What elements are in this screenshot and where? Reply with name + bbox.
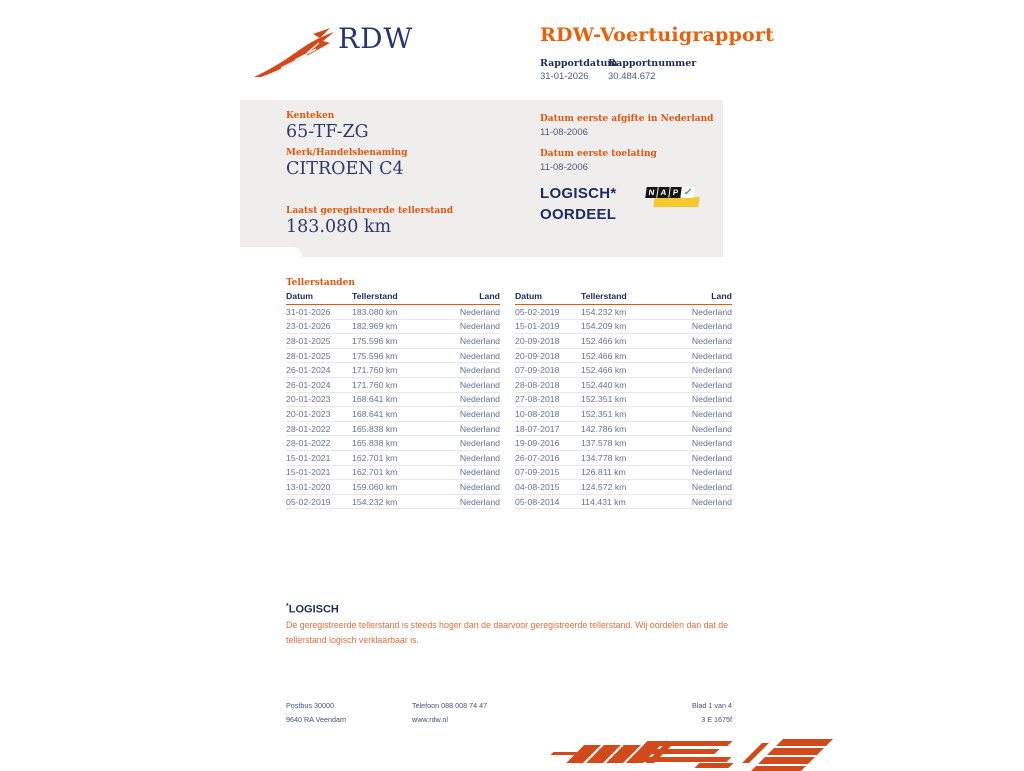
cell-tellerstand: 168.641 km xyxy=(352,394,398,405)
cell-tellerstand: 168.641 km xyxy=(352,408,398,419)
cell-land: Nederland xyxy=(691,350,732,361)
nap-letter-tiles xyxy=(645,187,695,198)
table-row xyxy=(286,305,500,320)
cell-land: Nederland xyxy=(459,452,500,463)
footer-address-line2: 9640 RA Veendam xyxy=(286,715,346,724)
col-header-land: Land xyxy=(479,291,500,301)
oordeel-line2: OORDEEL xyxy=(540,206,617,223)
cell-tellerstand: 154.232 km xyxy=(581,306,627,317)
eerste-afgifte-label: Datum eerste afgifte in Nederland xyxy=(540,114,714,124)
table-row xyxy=(515,422,732,437)
cell-land: Nederland xyxy=(459,321,500,332)
table-row xyxy=(286,349,500,364)
cell-datum: 05-08-2014 xyxy=(515,496,560,507)
cell-datum: 13-01-2020 xyxy=(286,481,331,492)
cell-land: Nederland xyxy=(691,321,732,332)
eerste-toelating-label: Datum eerste toelating xyxy=(540,149,657,159)
table-row xyxy=(286,363,500,378)
cell-land: Nederland xyxy=(459,408,500,419)
rdw-logo-text: RDW xyxy=(338,22,414,55)
cell-tellerstand: 175.596 km xyxy=(352,335,398,346)
panel-corner-notch xyxy=(240,247,302,257)
cell-tellerstand: 124.572 km xyxy=(581,481,627,492)
cell-datum: 04-08-2015 xyxy=(515,481,560,492)
nap-letter-a: A xyxy=(657,187,670,198)
table-row xyxy=(286,451,500,466)
cell-datum: 07-09-2015 xyxy=(515,467,560,478)
decorative-stripe xyxy=(643,741,733,746)
col-header-tellerstand: Tellerstand xyxy=(581,291,627,301)
cell-tellerstand: 142.786 km xyxy=(581,423,627,434)
cell-land: Nederland xyxy=(459,467,500,478)
cell-datum: 20-09-2018 xyxy=(515,335,560,346)
cell-datum: 05-02-2019 xyxy=(286,496,331,507)
cell-land: Nederland xyxy=(459,306,500,317)
merk-value: CITROEN C4 xyxy=(286,159,404,179)
laatste-tellerstand-label: Laatst geregistreerde tellerstand xyxy=(286,206,454,216)
cell-land: Nederland xyxy=(459,365,500,376)
cell-tellerstand: 175.596 km xyxy=(352,350,398,361)
cell-tellerstand: 152.466 km xyxy=(581,350,627,361)
table-body xyxy=(286,305,500,509)
eerste-afgifte-value: 11-08-2006 xyxy=(540,127,588,138)
cell-datum: 20-09-2018 xyxy=(515,350,560,361)
cell-tellerstand: 152.466 km xyxy=(581,335,627,346)
cell-datum: 19-09-2016 xyxy=(515,438,560,449)
report-date-label: Rapportdatum xyxy=(540,58,618,69)
tellerstanden-section-title: Tellerstanden xyxy=(286,278,355,288)
cell-land: Nederland xyxy=(691,467,732,478)
cell-datum: 26-01-2024 xyxy=(286,379,331,390)
col-header-datum: Datum xyxy=(286,291,314,301)
tellerstanden-table-right xyxy=(515,291,732,509)
table-row xyxy=(286,436,500,451)
cell-land: Nederland xyxy=(691,481,732,492)
table-row xyxy=(286,480,500,495)
cell-datum: 28-08-2018 xyxy=(515,379,560,390)
cell-land: Nederland xyxy=(691,306,732,317)
nap-checkmark-icon: ✓ xyxy=(683,187,693,198)
cell-tellerstand: 152.351 km xyxy=(581,394,627,405)
nap-letter-n: N xyxy=(645,187,658,198)
cell-tellerstand: 126.811 km xyxy=(581,467,626,478)
col-header-datum: Datum xyxy=(515,291,543,301)
rdw-feather-icon xyxy=(253,27,337,79)
footer-form-code: 3 E 1675f xyxy=(701,715,732,724)
table-row xyxy=(515,349,732,364)
table-row xyxy=(515,451,732,466)
cell-tellerstand: 152.351 km xyxy=(581,408,627,419)
cell-tellerstand: 152.440 km xyxy=(581,379,627,390)
cell-land: Nederland xyxy=(459,350,500,361)
cell-datum: 15-01-2021 xyxy=(286,452,331,463)
cell-tellerstand: 171.760 km xyxy=(352,365,398,376)
nap-logo xyxy=(646,187,700,211)
decorative-stripe xyxy=(631,757,732,762)
table-row xyxy=(286,422,500,437)
cell-datum: 28-01-2022 xyxy=(286,438,331,449)
cell-land: Nederland xyxy=(691,335,732,346)
footer-page-number: Blad 1 van 4 xyxy=(692,701,732,710)
footnote-body: De geregistreerde tellerstand is steeds hoger dan de daarvoor geregistreerde tellerstand. Wij oordelen dan dat de tellerstand logisch verklaarbaar is. xyxy=(286,620,729,645)
cell-datum: 20-01-2023 xyxy=(286,408,331,419)
table-row xyxy=(515,378,732,393)
cell-tellerstand: 152.466 km xyxy=(581,365,627,376)
footnote-title-text: LOGISCH xyxy=(288,603,339,616)
cell-datum: 28-01-2022 xyxy=(286,423,331,434)
cell-tellerstand: 165.838 km xyxy=(352,438,398,449)
cell-land: Nederland xyxy=(459,423,500,434)
page-title: RDW-Voertuigrapport xyxy=(540,24,775,46)
laatste-tellerstand-value: 183.080 km xyxy=(286,217,392,237)
cell-land: Nederland xyxy=(691,394,732,405)
footer-phone: Telefoon 088 008 74 47 xyxy=(412,701,488,710)
report-number-label: Rapportnummer xyxy=(608,58,697,69)
table-row xyxy=(515,466,732,481)
col-header-land: Land xyxy=(711,291,732,301)
oordeel-line1: LOGISCH* xyxy=(540,185,617,202)
cell-datum: 28-01-2025 xyxy=(286,335,331,346)
cell-land: Nederland xyxy=(459,379,500,390)
cell-land: Nederland xyxy=(691,452,732,463)
cell-datum: 27-08-2018 xyxy=(515,394,560,405)
cell-datum: 15-01-2021 xyxy=(286,467,331,478)
kenteken-value: 65-TF-ZG xyxy=(286,122,369,142)
table-row xyxy=(515,393,732,408)
cell-tellerstand: 134.778 km xyxy=(581,452,627,463)
table-body xyxy=(515,305,732,509)
cell-land: Nederland xyxy=(459,394,500,405)
table-row xyxy=(286,334,500,349)
cell-datum: 28-01-2025 xyxy=(286,350,331,361)
cell-tellerstand: 183.080 km xyxy=(352,306,398,317)
table-row xyxy=(286,466,500,481)
cell-datum: 18-07-2017 xyxy=(515,423,560,434)
cell-land: Nederland xyxy=(691,379,732,390)
cell-datum: 31-01-2026 xyxy=(286,306,331,317)
footnote-title xyxy=(286,603,339,616)
footer-address-line1: Postbus 30000 xyxy=(286,701,334,710)
table-row xyxy=(515,495,732,510)
cell-land: Nederland xyxy=(459,496,500,507)
cell-datum: 20-01-2023 xyxy=(286,394,331,405)
cell-land: Nederland xyxy=(691,496,732,507)
cell-tellerstand: 162.701 km xyxy=(352,452,398,463)
cell-tellerstand: 154.209 km xyxy=(581,321,627,332)
cell-datum: 26-01-2024 xyxy=(286,365,331,376)
col-header-tellerstand: Tellerstand xyxy=(352,291,398,301)
eerste-toelating-value: 11-08-2006 xyxy=(540,162,588,173)
decorative-stripe xyxy=(695,763,734,768)
table-row xyxy=(286,407,500,422)
table-row xyxy=(286,393,500,408)
cell-datum: 23-01-2026 xyxy=(286,321,331,332)
decorative-stripe xyxy=(637,749,720,754)
cell-datum: 07-09-2018 xyxy=(515,365,560,376)
cell-tellerstand: 171.760 km xyxy=(352,379,398,390)
report-number-value: 30.484.672 xyxy=(608,71,656,82)
cell-land: Nederland xyxy=(691,438,732,449)
cell-datum: 05-02-2019 xyxy=(515,306,560,317)
cell-datum: 15-01-2019 xyxy=(515,321,560,332)
nap-yellow-bar xyxy=(653,197,699,207)
cell-tellerstand: 182.969 km xyxy=(352,321,398,332)
footer-website: www.rdw.nl xyxy=(412,715,448,724)
table-row xyxy=(286,320,500,335)
report-date-value: 31-01-2026 xyxy=(540,71,589,82)
cell-land: Nederland xyxy=(459,438,500,449)
cell-tellerstand: 165.838 km xyxy=(352,423,398,434)
kenteken-label: Kenteken xyxy=(286,111,335,121)
table-row xyxy=(515,334,732,349)
cell-land: Nederland xyxy=(691,365,732,376)
table-row xyxy=(515,320,732,335)
table-header-row xyxy=(286,291,500,305)
table-row xyxy=(515,305,732,320)
cell-tellerstand: 162.701 km xyxy=(352,467,398,478)
table-row xyxy=(286,378,500,393)
cell-datum: 26-07-2016 xyxy=(515,452,560,463)
cell-tellerstand: 137.578 km xyxy=(581,438,627,449)
table-header-row xyxy=(515,291,732,305)
table-row xyxy=(515,480,732,495)
cell-land: Nederland xyxy=(459,481,500,492)
table-row xyxy=(515,407,732,422)
footer-graphic xyxy=(545,737,815,768)
table-row xyxy=(286,495,500,510)
cell-land: Nederland xyxy=(691,423,732,434)
merk-label: Merk/Handelsbenaming xyxy=(286,148,408,158)
nap-letter-p: P xyxy=(669,187,682,198)
cell-datum: 10-08-2018 xyxy=(515,408,560,419)
cell-land: Nederland xyxy=(691,408,732,419)
cell-tellerstand: 114.431 km xyxy=(581,496,626,507)
table-row xyxy=(515,436,732,451)
cell-tellerstand: 159.060 km xyxy=(352,481,398,492)
tellerstanden-table-left xyxy=(286,291,500,509)
footnote-asterisk: * xyxy=(286,603,289,610)
table-row xyxy=(515,363,732,378)
cell-land: Nederland xyxy=(459,335,500,346)
cell-tellerstand: 154.232 km xyxy=(352,496,398,507)
